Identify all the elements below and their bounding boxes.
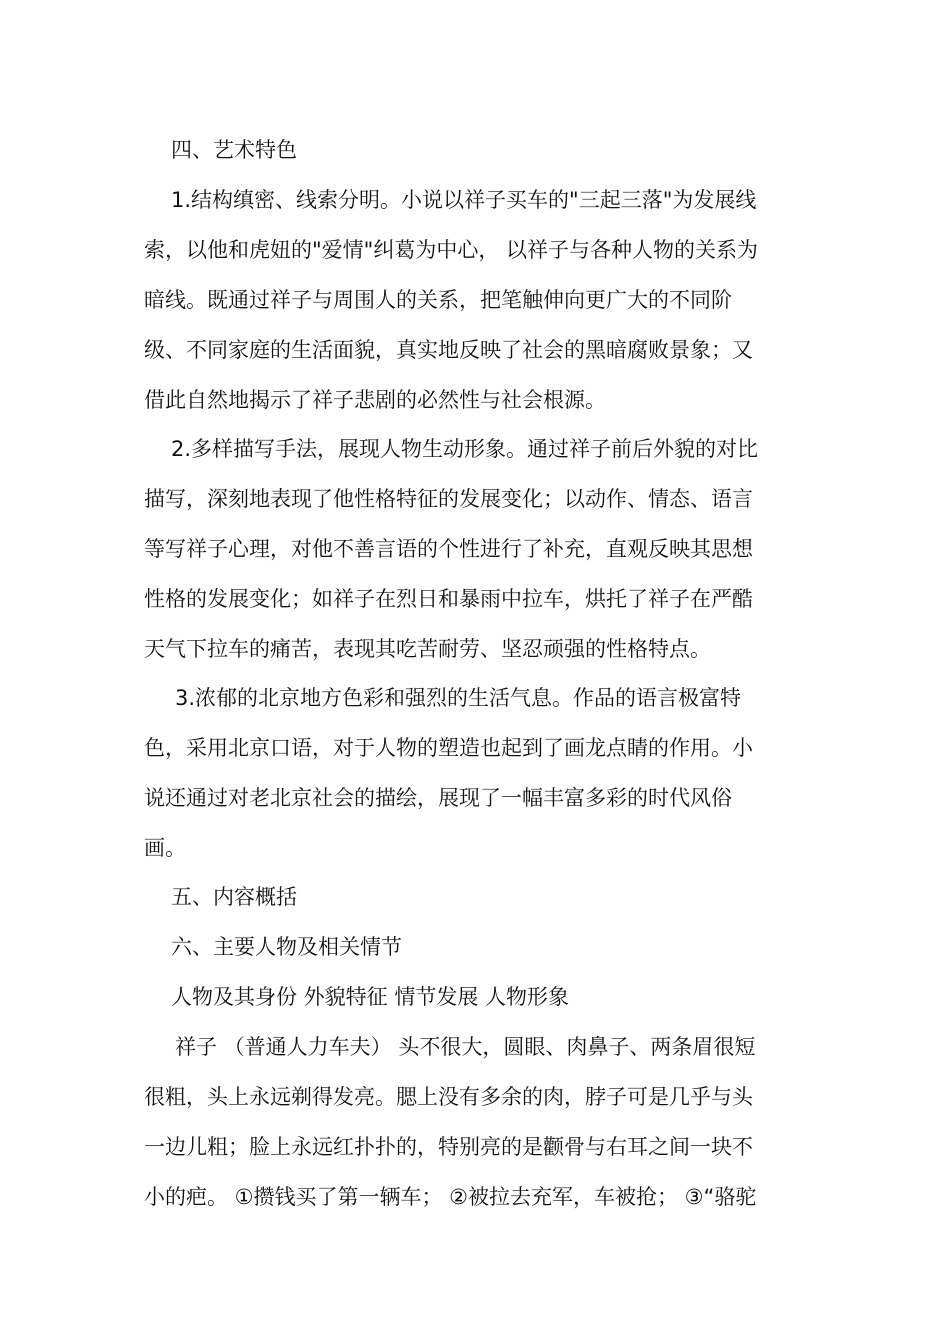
- paragraph-line: 描写，深刻地表现了他性格特征的发展变化；以动作、情态、语言: [144, 487, 753, 511]
- paragraph-line: 画。: [144, 836, 186, 860]
- paragraph-line: 色，采用北京口语，对于人物的塑造也起到了画龙点睛的作用。小: [144, 736, 753, 760]
- paragraph-line: 等写祥子心理，对他不善言语的个性进行了补充，直观反映其思想: [144, 537, 753, 561]
- table-header-row: 人物及其身份 外貌特征 情节发展 人物形象: [171, 985, 570, 1009]
- paragraph-line: 小的疤。 ①攒钱买了第一辆车； ②被拉去充军，车被抢； ③“骆驼: [144, 1185, 757, 1209]
- section-heading-characters: 六、主要人物及相关情节: [171, 935, 402, 959]
- paragraph-line: 暗线。既通过祥子与周围人的关系，把笔触伸向更广大的不同阶: [144, 288, 732, 312]
- paragraph-line: 2.多样描写手法，展现人物生动形象。通过祥子前后外貌的对比: [171, 437, 759, 461]
- paragraph-line: 1.结构缜密、线索分明。小说以祥子买车的"三起三落"为发展线: [171, 188, 757, 212]
- paragraph-line: 一边儿粗；脸上永远红扑扑的，特别亮的是颧骨与右耳之间一块不: [144, 1135, 753, 1159]
- section-heading-summary: 五、内容概括: [171, 885, 297, 909]
- paragraph-line: 3.浓郁的北京地方色彩和强烈的生活气息。作品的语言极富特: [175, 686, 742, 710]
- paragraph-line: 天气下拉车的痛苦，表现其吃苦耐劳、坚忍顽强的性格特点。: [144, 637, 711, 661]
- paragraph-line: 索，以他和虎妞的"爱情"纠葛为中心， 以祥子与各种人物的关系为: [144, 238, 758, 262]
- paragraph-line: 级、不同家庭的生活面貌，真实地反映了社会的黑暗腐败景象；又: [144, 338, 753, 362]
- paragraph-line: 借此自然地揭示了祥子悲剧的必然性与社会根源。: [144, 388, 606, 412]
- section-heading-art-features: 四、艺术特色: [171, 138, 297, 162]
- paragraph-line: 说还通过对老北京社会的描绘，展现了一幅丰富多彩的时代风俗: [144, 786, 732, 810]
- paragraph-line: 性格的发展变化；如祥子在烈日和暴雨中拉车，烘托了祥子在严酷: [144, 587, 753, 611]
- paragraph-line: 祥子 （普通人力车夫） 头不很大，圆眼、肉鼻子、两条眉很短: [175, 1035, 756, 1059]
- paragraph-line: 很粗，头上永远剃得发亮。腮上没有多余的肉，脖子可是几乎与头: [144, 1085, 753, 1109]
